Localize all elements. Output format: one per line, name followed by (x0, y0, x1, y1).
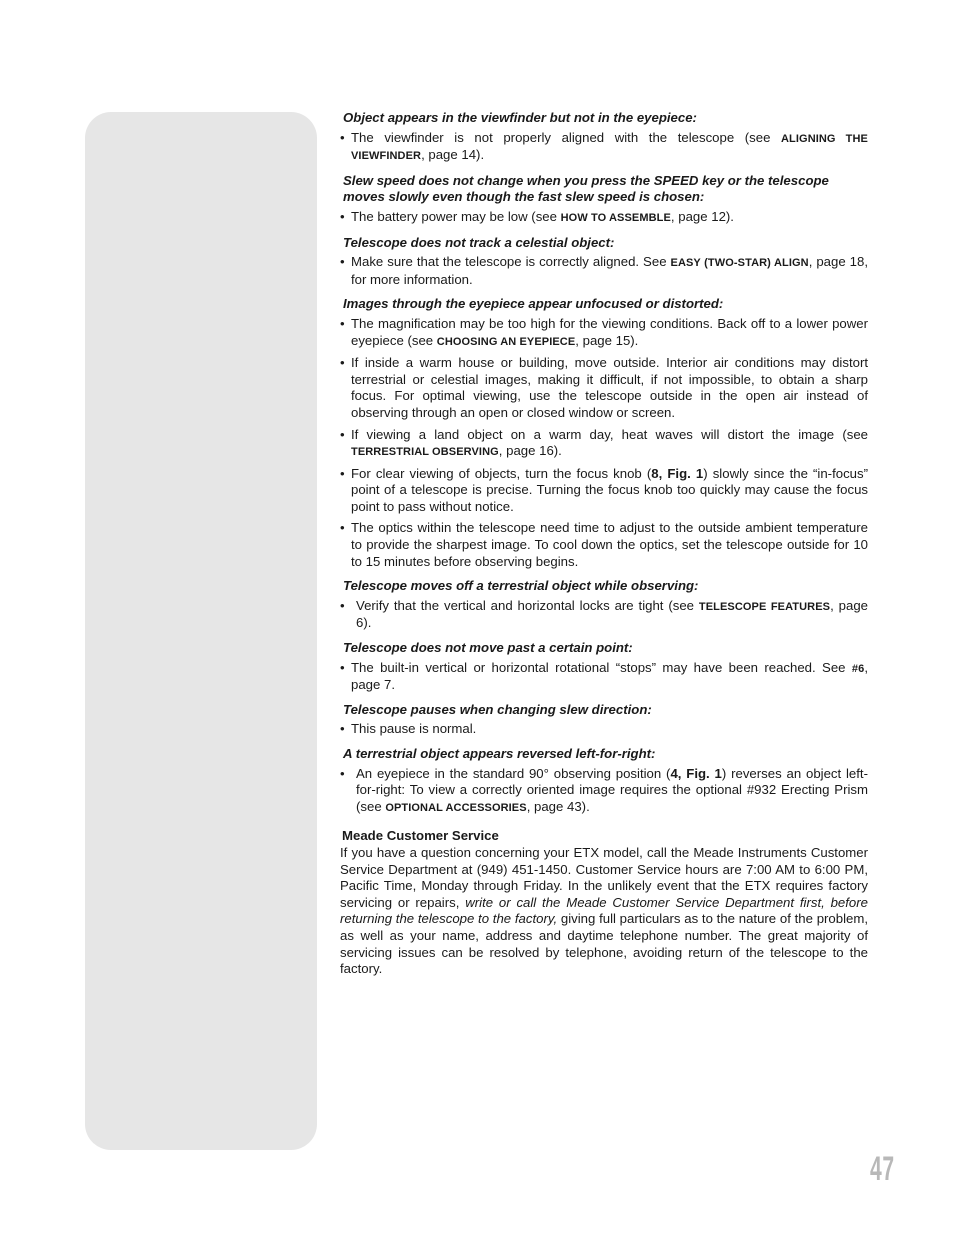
item-text: , page 16). (498, 443, 562, 459)
bullet-list (340, 598, 868, 632)
bullet-list (340, 209, 868, 227)
section-heading: Telescope pauses when changing slew direction: (343, 701, 652, 717)
customer-service-text-1: If you have a question concerning your ETX model, call the Meade Instruments Customer Service Department at (949) 451-1450. Customer Service hours are 7:00 AM to 6:00 PM, Pacific Time, Monday through Friday. In the unlikely event that the ETX requires factory servicing or repairs, (340, 844, 868, 910)
figure-reference: 4, Fig. 1 (670, 765, 722, 781)
troubleshooting-section (340, 640, 868, 694)
section-heading: Telescope does not track a celestial object: (343, 234, 615, 250)
cross-reference: HOW TO ASSEMBLE (560, 211, 671, 224)
item-text: Make sure that the telescope is correctly aligned. See (351, 254, 671, 270)
troubleshooting-section (340, 746, 868, 816)
troubleshooting-sections (340, 110, 868, 816)
item-text: The viewfinder is not properly aligned with the telescope (see (351, 129, 782, 145)
item-text: ) slowly since the “in-focus” point of a telescope is precise. Turning the focus knob too quickly may cause the focus point to pass without notice. (351, 465, 868, 514)
item-text: , page 15). (575, 332, 639, 348)
page-number: 47 (870, 1150, 895, 1188)
troubleshooting-section (340, 578, 868, 632)
customer-service-text-2: giving full particulars as to the nature of the problem, as well as your name, address and daytime telephone number. The great majority of servicing issues can be resolved by telephone, avoiding return of the telescope to the factory. (340, 911, 868, 977)
cross-reference: CHOOSING AN EYEPIECE (436, 335, 576, 348)
item-text: , page 12). (670, 208, 734, 224)
bullet-list (340, 130, 868, 165)
bullet-list (340, 660, 868, 694)
item-text: Verify that the vertical and horizontal locks are tight (see (356, 597, 699, 613)
item-text: The optics within the telescope need time to adjust to the outside ambient temperature to provide the sharpest image. To cool down the optics, set the telescope outside for 10 to 15 minutes before observing begins. (351, 520, 868, 569)
bullet-list (340, 254, 868, 288)
customer-service-section (340, 828, 868, 977)
customer-service-title: Meade Customer Service (342, 828, 499, 844)
cross-reference: OPTIONAL ACCESSORIES (385, 801, 527, 814)
bullet-list (340, 316, 868, 570)
troubleshooting-content (340, 110, 868, 978)
item-text: , page 43). (526, 798, 590, 814)
list-item (340, 660, 868, 694)
section-heading: Slew speed does not change when you press the SPEED key or the telescope moves slowly even though the fast slew speed is chosen: (343, 172, 829, 205)
cross-reference: TELESCOPE FEATURES (698, 600, 831, 613)
bullet-list (340, 721, 868, 738)
customer-service-italic-text: write or call the Meade Customer Service Department first, before returning the telescope to the factory, (340, 894, 868, 927)
troubleshooting-section (340, 702, 868, 738)
list-item (340, 721, 868, 738)
cross-reference: ALIGNING THE VIEWFINDER (351, 132, 868, 163)
section-heading: Telescope does not move past a certain point: (343, 640, 633, 656)
sidebar-panel (85, 112, 317, 1150)
list-item (340, 466, 868, 516)
cross-reference: #6 (851, 662, 865, 675)
item-text: For clear viewing of objects, turn the focus knob ( (351, 465, 652, 481)
item-text: , page 18, for more information. (351, 254, 868, 287)
list-item (340, 427, 868, 461)
item-text: The battery power may be low (see (351, 208, 561, 224)
figure-reference: 8, Fig. 1 (651, 465, 704, 481)
cross-reference: TERRESTRIAL OBSERVING (351, 446, 499, 459)
item-text: ) reverses an object left-for-right: To view a correctly oriented image requires the optional #932 Erecting Prism (see (356, 765, 868, 814)
list-item (340, 130, 868, 165)
item-text: , page 7. (351, 659, 868, 693)
section-heading: Images through the eyepiece appear unfocused or distorted: (343, 296, 724, 312)
troubleshooting-section (340, 110, 868, 165)
list-item (340, 520, 868, 570)
list-item (340, 766, 868, 817)
list-item (340, 355, 868, 421)
list-item (340, 316, 868, 350)
list-item (340, 209, 868, 227)
section-heading: Object appears in the viewfinder but not in the eyepiece: (343, 110, 697, 125)
section-heading: Telescope moves off a terrestrial object while observing: (343, 578, 699, 594)
cross-reference: EASY (TWO-STAR) ALIGN (670, 257, 809, 270)
troubleshooting-section (340, 296, 868, 570)
item-text: , page 14). (421, 147, 485, 163)
item-text: If inside a warm house or building, move outside. Interior air conditions may distort terrestrial or celestial images, making it difficult, if not impossible, to obtain a sharp focus. For optimal viewing, use the telescope outside in the open air instead of observing through an open or closed window or screen. (351, 355, 868, 420)
troubleshooting-section (340, 235, 868, 289)
list-item (340, 254, 868, 288)
item-text: The magnification may be too high for the viewing conditions. Back off to a lower power eyepiece (see (351, 315, 868, 348)
item-text: This pause is normal. (351, 721, 477, 737)
troubleshooting-section (340, 173, 868, 227)
item-text: The built-in vertical or horizontal rotational “stops” may have been reached. See (351, 659, 852, 675)
item-text: An eyepiece in the standard 90° observing position ( (356, 765, 671, 781)
customer-service-body (340, 845, 868, 978)
bullet-list (340, 766, 868, 817)
section-heading: A terrestrial object appears reversed left-for-right: (343, 746, 656, 761)
item-text: If viewing a land object on a warm day, heat waves will distort the image (see (351, 426, 868, 442)
list-item (340, 598, 868, 632)
item-text: , page 6). (356, 597, 868, 631)
